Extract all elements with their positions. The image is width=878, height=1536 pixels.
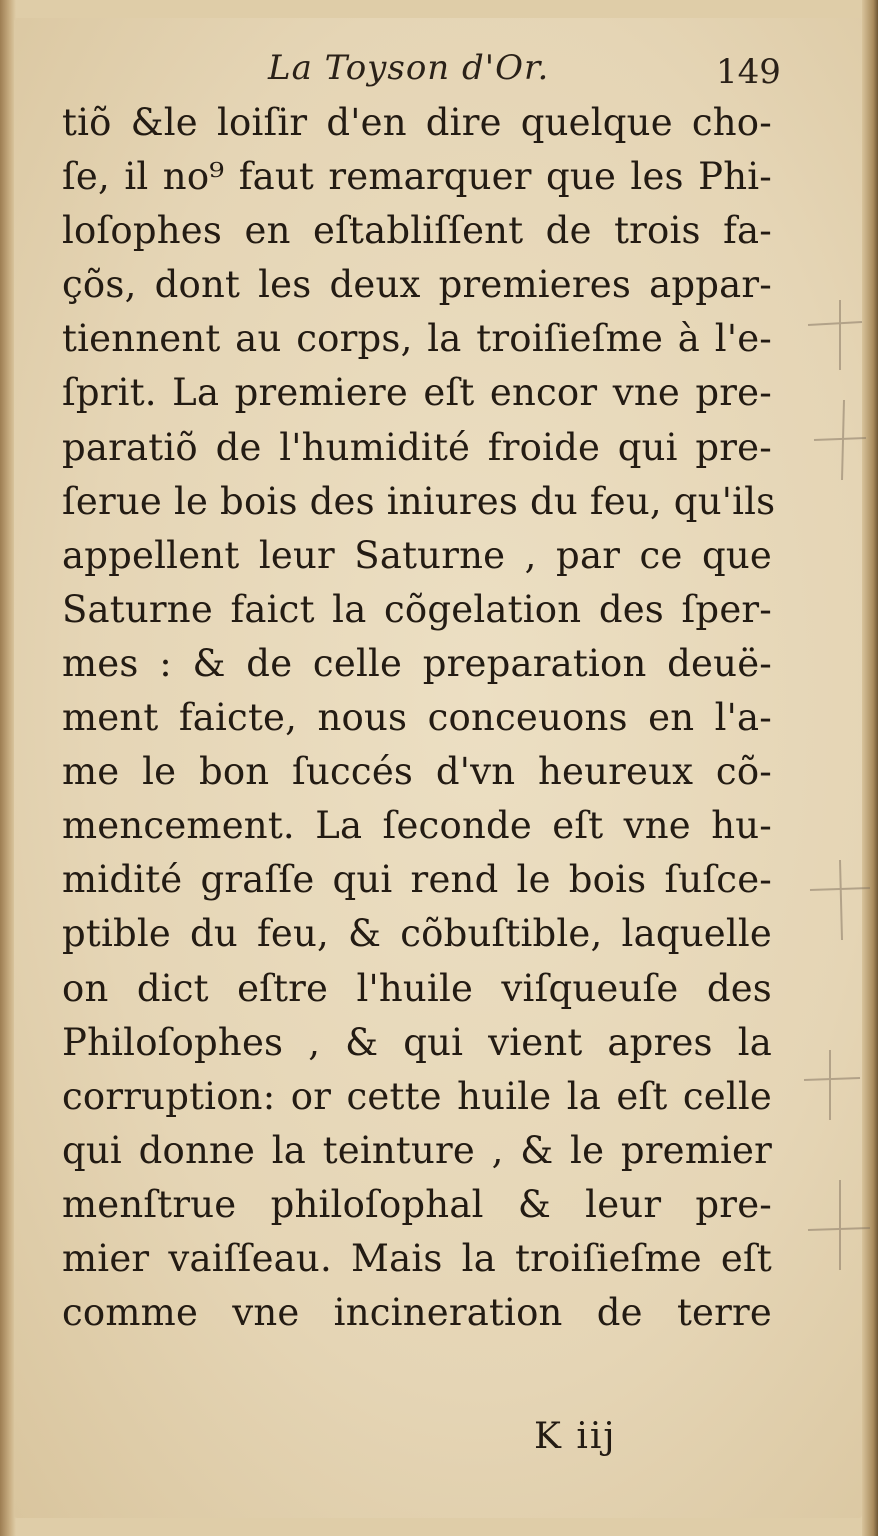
text-line: ſerue le bois des iniures du feu, qu'ils <box>62 479 776 523</box>
text-line: çõs, dont les deux premieres appar- <box>62 263 772 307</box>
running-title: La Toyson d'Or. <box>268 48 550 88</box>
text-line: tiõ &le loiſir d'en dire quelque cho- <box>62 101 772 144</box>
text-line: tiennent au corps, la troiſieſme à l'e- <box>62 317 772 361</box>
pencil-mark <box>808 322 862 325</box>
text-line: mencement. La ſeconde eſt vne hu- <box>62 804 772 848</box>
text-line: menſtrue philoſophal & leur pre- <box>62 1182 772 1226</box>
text-line: qui donne la teinture , & le premier <box>62 1128 772 1172</box>
signature-mark: K iij <box>534 1416 617 1457</box>
text-line: Philoſophes , & qui vient apres la <box>62 1020 772 1064</box>
body-text <box>62 96 776 1340</box>
pencil-mark <box>840 860 842 940</box>
text-line: appellent leur Saturne , par ce que <box>62 533 772 577</box>
text-line: paratiõ de l'humidité froide qui pre- <box>62 425 772 469</box>
page-number: 149 <box>716 52 781 92</box>
text-line: ſprit. La premiere eſt encor vne pre- <box>62 371 772 415</box>
pencil-mark <box>810 888 870 890</box>
pencil-mark <box>804 1078 860 1080</box>
text-line: loſophes en eſtabliſſent de trois fa- <box>62 209 772 253</box>
text-line: mes : & de celle preparation deuë- <box>62 641 772 685</box>
text-line: comme vne incineration de terre <box>62 1291 772 1335</box>
text-line: Saturne faict la cõgelation des ſper- <box>62 587 772 631</box>
margin-pencil-marks <box>800 280 878 1330</box>
pencil-mark <box>808 1228 870 1230</box>
text-line: ptible du feu, & cõbuſtible, laquelle <box>62 912 772 956</box>
text-line: midité graſſe qui rend le bois ſuſce- <box>62 858 772 902</box>
text-line: on dict eſtre l'huile viſqueuſe des <box>62 966 772 1010</box>
pencil-mark <box>842 400 844 480</box>
text-line: me le bon ſuccés d'vn heureux cõ- <box>62 750 772 794</box>
text-line: mier vaiſſeau. Mais la troiſieſme eſt <box>62 1236 772 1280</box>
pencil-mark <box>814 438 866 440</box>
text-line: ſe, il no⁹ faut remarquer que les Phi- <box>62 155 772 199</box>
page-header <box>0 46 878 98</box>
text-line: corruption: or cette huile la eſt celle <box>62 1074 772 1118</box>
text-line: ment faicte, nous conceuons en l'a- <box>62 696 772 740</box>
